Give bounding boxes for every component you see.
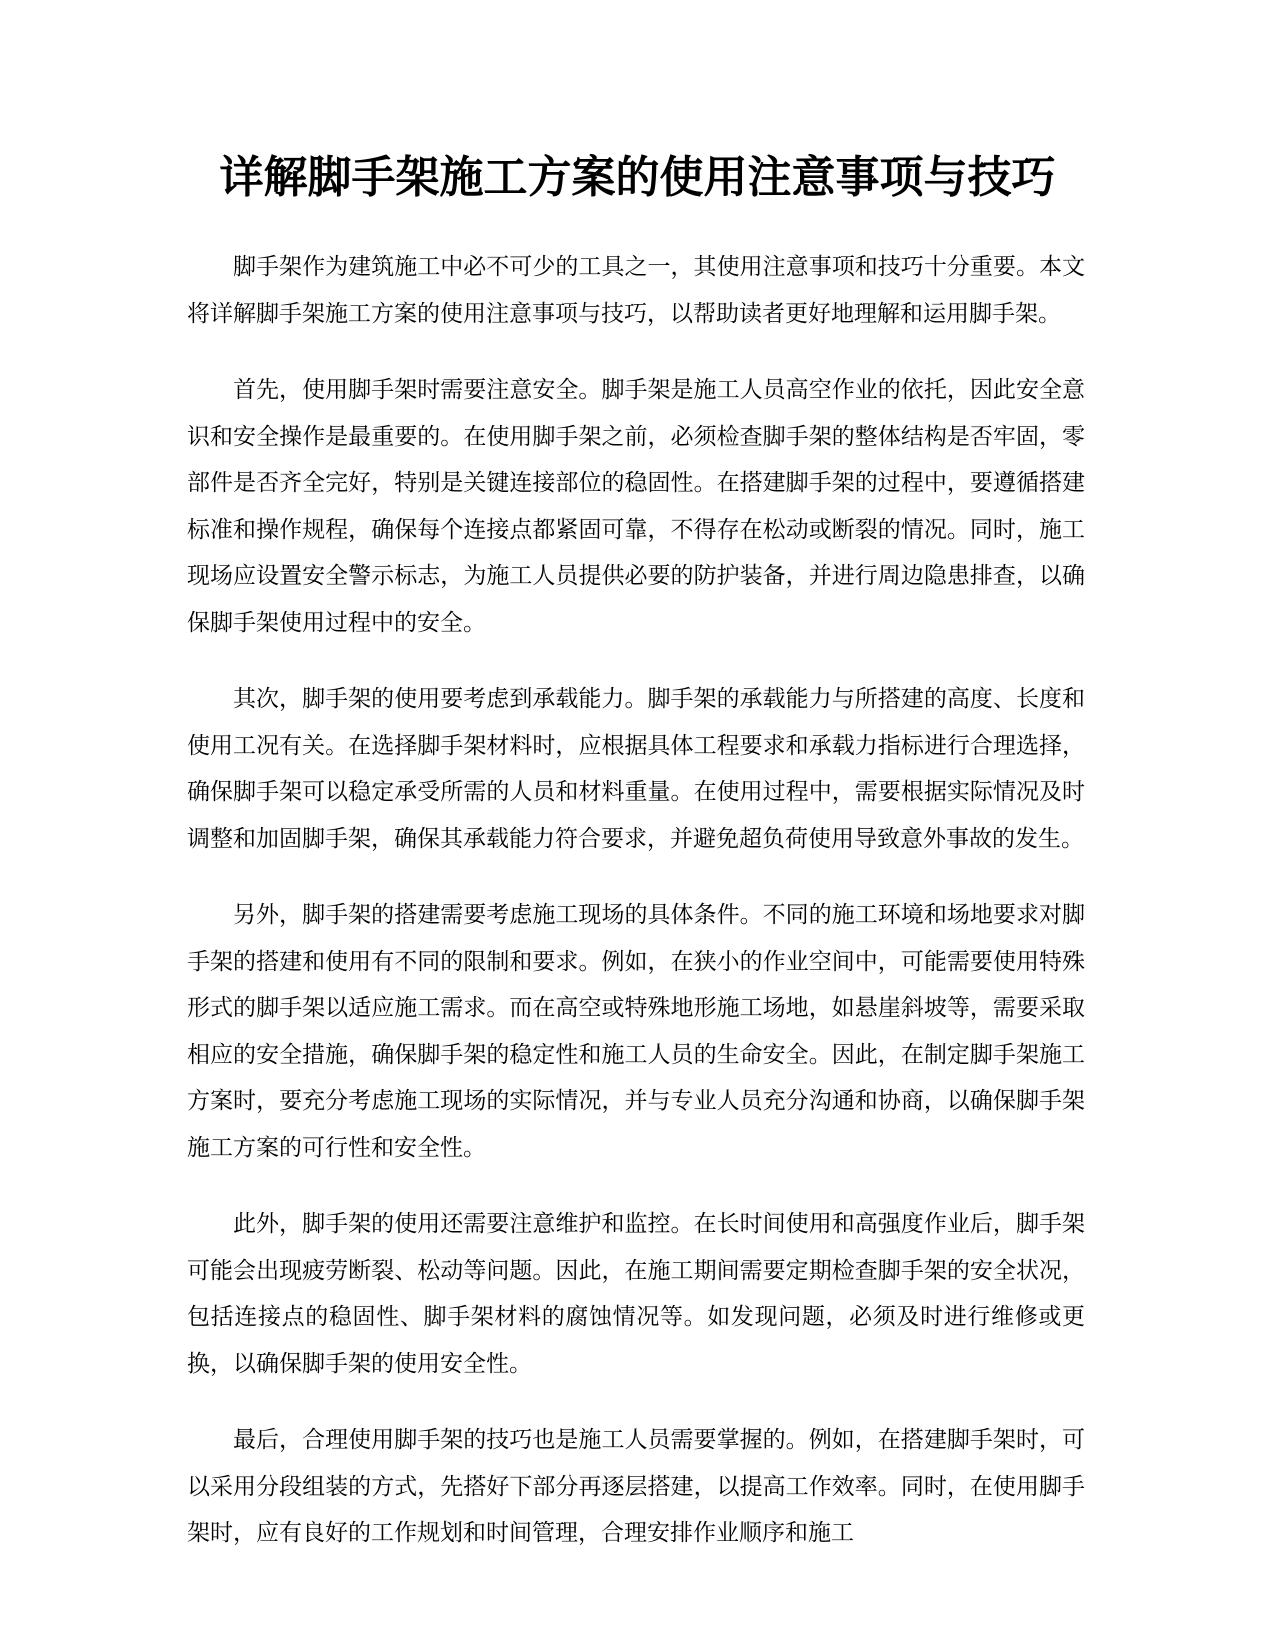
paragraph-maintenance: 此外，脚手架的使用还需要注意维护和监控。在长时间使用和高强度作业后，脚手架可能会出现疲劳断裂、松动等问题。因此，在施工期间需要定期检查脚手架的安全状况，包括连接点的稳固性、脚手架材料的腐蚀情况等。如发现问题，必须及时进行维修或更换，以确保脚手架的使用安全性。 — [187, 1211, 1085, 1377]
paragraph-load-capacity: 其次，脚手架的使用要考虑到承载能力。脚手架的承载能力与所搭建的高度、长度和使用工况有关。在选择脚手架材料时，应根据具体工程要求和承载力指标进行合理选择，确保脚手架可以稳定承受所需的人员和材料重量。在使用过程中，需要根据实际情况及时调整和加固脚手架，确保其承载能力符合要求，并避免超负荷使用导致意外事故的发生。 — [187, 686, 1085, 852]
paragraph-safety: 首先，使用脚手架时需要注意安全。脚手架是施工人员高空作业的依托，因此安全意识和安全操作是最重要的。在使用脚手架之前，必须检查脚手架的整体结构是否牢固，零部件是否齐全完好，特别是关键连接部位的稳固性。在搭建脚手架的过程中，要遵循搭建标准和操作规程，确保每个连接点都紧固可靠，不得存在松动或断裂的情况。同时，施工现场应设置安全警示标志，为施工人员提供必要的防护装备，并进行周边隐患排查，以确保脚手架使用过程中的安全。 — [187, 377, 1085, 636]
document-title: 详解脚手架施工方案的使用注意事项与技巧 — [219, 152, 1056, 203]
paragraph-techniques: 最后，合理使用脚手架的技巧也是施工人员需要掌握的。例如，在搭建脚手架时，可以采用分段组装的方式，先搭好下部分再逐层搭建，以提高工作效率。同时，在使用脚手架时，应有良好的工作规划和时间管理，合理安排作业顺序和施工 — [187, 1427, 1085, 1546]
paragraph-site-conditions: 另外，脚手架的搭建需要考虑施工现场的具体条件。不同的施工环境和场地要求对脚手架的搭建和使用有不同的限制和要求。例如，在狭小的作业空间中，可能需要使用特殊形式的脚手架以适应施工需求。而在高空或特殊地形施工场地，如悬崖斜坡等，需要采取相应的安全措施，确保脚手架的稳定性和施工人员的生命安全。因此，在制定脚手架施工方案时，要充分考虑施工现场的实际情况，并与专业人员充分沟通和协商，以确保脚手架施工方案的可行性和安全性。 — [187, 902, 1085, 1161]
paragraph-intro: 脚手架作为建筑施工中必不可少的工具之一，其使用注意事项和技巧十分重要。本文将详解脚手架施工方案的使用注意事项与技巧，以帮助读者更好地理解和运用脚手架。 — [187, 254, 1085, 327]
document-body — [187, 244, 1085, 1587]
